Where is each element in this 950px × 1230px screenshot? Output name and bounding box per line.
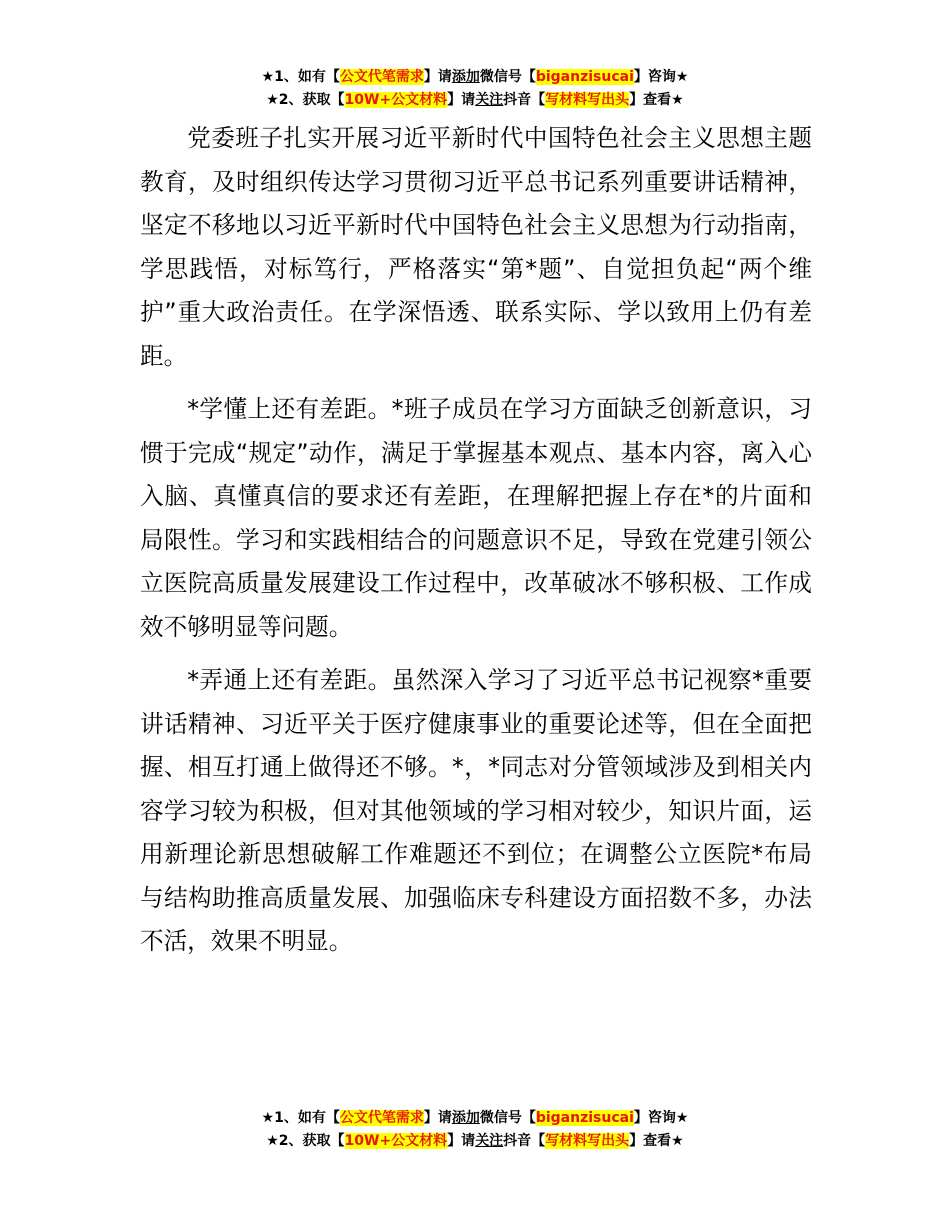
highlight-wechat-id: biganzisucai (535, 69, 634, 85)
banner-text: 】请 (423, 1110, 452, 1126)
highlight-materials: 10W+公文材料 (344, 92, 448, 108)
underlined-follow: 关注 (475, 92, 504, 108)
paragraph-intro: 党委班子扎实开展习近平新时代中国特色社会主义思想主题教育，及时组织传达学习贯彻习近平总书记系列重要讲话精神，坚定不移地以习近平新时代中国特色社会主义思想为行动指南，学思践悟，对标笃行，严格落实“第*题”、自觉担负起“两个维护”重大政治责任。在学深悟透、联系实际、学以致用上仍有差距。 (140, 124, 812, 370)
paragraph-integration-gap: *弄通上还有差距。虽然深入学习了习近平总书记视察*重要讲话精神、习近平关于医疗健康事业的重要论述等，但在全面把握、相互打通上做得还不够。*，*同志对分管领域涉及到相关内容学习较为积极，但对其他领域的学习相对较少，知识片面，运用新理论新思想破解工作难题还不到位；在调整公立医院*布局与结构助推高质量发展、加强临床专科建设方面招数不多，办法不活，效果不明显。 (140, 666, 812, 955)
banner-line-2 (0, 1130, 950, 1153)
banner-text: 】请 (447, 92, 476, 108)
banner-line-1 (0, 1107, 950, 1130)
banner-text: 抖音【 (503, 1133, 546, 1149)
underlined-add: 添加 (451, 69, 480, 85)
banner-text: 】查看★ (629, 1133, 684, 1149)
banner-text: 】咨询★ (633, 69, 689, 85)
banner-text: 微信号【 (479, 69, 536, 85)
underlined-add: 添加 (451, 1110, 480, 1126)
highlight-ghostwriting: 公文代笔需求 (339, 69, 424, 85)
footer-banner (0, 1107, 950, 1153)
highlight-wechat-id: biganzisucai (535, 1110, 634, 1126)
banner-text: 】请 (447, 1133, 476, 1149)
banner-text: 微信号【 (479, 1110, 536, 1126)
banner-text: ★1、如有【 (261, 69, 340, 85)
highlight-douyin-account: 写材料写出头 (545, 1133, 630, 1149)
banner-text: ★2、获取【 (266, 92, 345, 108)
banner-line-2 (0, 89, 950, 112)
banner-text: 抖音【 (503, 92, 546, 108)
paragraph-understanding-gap: *学懂上还有差距。*班子成员在学习方面缺乏创新意识，习惯于完成“规定”动作，满足于掌握基本观点、基本内容，离入心入脑、真懂真信的要求还有差距，在理解把握上存在*的片面和局限性。学习和实践相结合的问题意识不足，导致在党建引领公立医院高质量发展建设工作过程中，改革破冰不够积极、工作成效不够明显等问题。 (140, 395, 812, 641)
banner-text: 】请 (423, 69, 452, 85)
highlight-materials: 10W+公文材料 (344, 1133, 448, 1149)
banner-text: ★1、如有【 (261, 1110, 340, 1126)
highlight-ghostwriting: 公文代笔需求 (339, 1110, 424, 1126)
banner-text: ★2、获取【 (266, 1133, 345, 1149)
underlined-follow: 关注 (475, 1133, 504, 1149)
banner-line-1 (0, 66, 950, 89)
highlight-douyin-account: 写材料写出头 (545, 92, 630, 108)
header-banner (0, 66, 950, 112)
banner-text: 】咨询★ (633, 1110, 689, 1126)
banner-text: 】查看★ (629, 92, 684, 108)
document-body (140, 117, 812, 974)
